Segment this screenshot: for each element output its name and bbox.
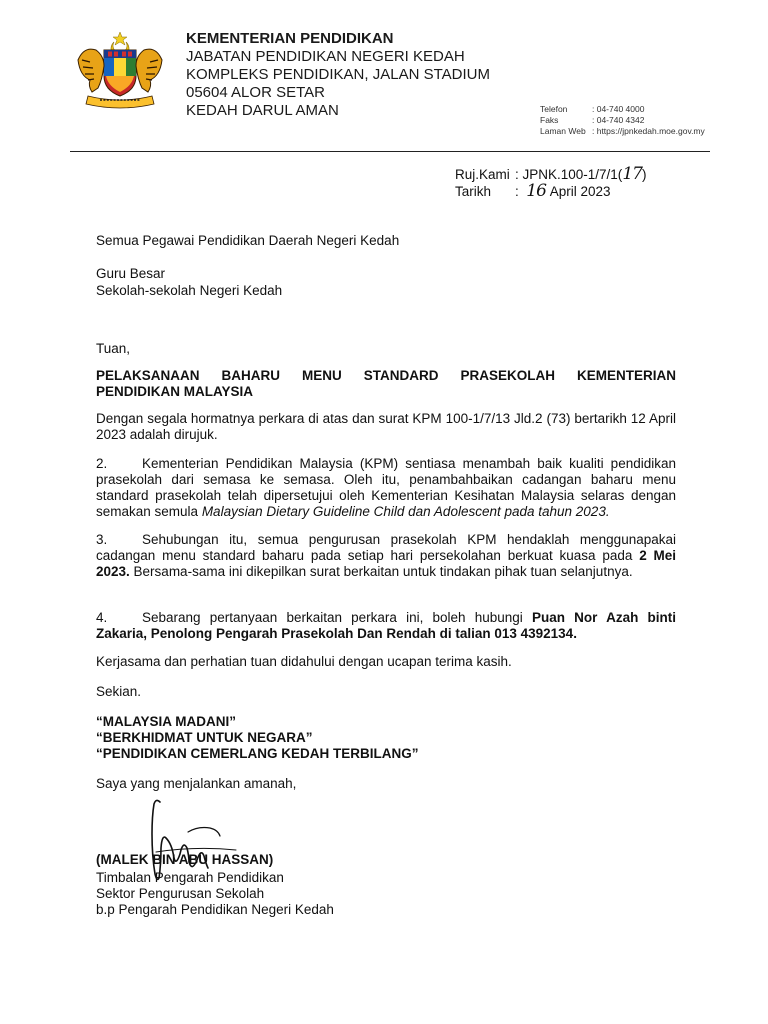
paragraph-2-number: 2. xyxy=(96,456,108,471)
ref-value: : JPNK.100-1/7/1( xyxy=(515,167,623,182)
contact-phone-label: Telefon xyxy=(540,104,568,114)
paragraph-4-text: Sebarang pertanyaan berkaitan perkara ini, boleh hubungi xyxy=(142,610,532,625)
contact-web-label: Laman Web xyxy=(540,126,586,136)
slogan-1: “MALAYSIA MADANI” xyxy=(96,714,237,729)
contact-fax-label: Faks xyxy=(540,115,559,125)
thanks-line: Kerjasama dan perhatian tuan didahului dengan ucapan terima kasih. xyxy=(96,654,512,669)
signatory-name: (MALEK BIN ABU HASSAN) xyxy=(96,852,274,867)
paragraph-4-contact: Puan Nor Azah binti Zakaria, Penolong Pengarah Prasekolah Dan Rendah di talian 013 4392134. xyxy=(96,610,676,641)
slogan-3: “PENDIDIKAN CEMERLANG KEDAH TERBILANG” xyxy=(96,746,419,761)
letterhead-address-1: KOMPLEKS PENDIDIKAN, JALAN STADIUM xyxy=(186,66,490,83)
paragraph-4-number: 4. xyxy=(96,610,108,625)
trust-line: Saya yang menjalankan amanah, xyxy=(96,776,297,791)
paragraph-2-italic: Malaysian Dietary Guideline Child dan Adolescent pada tahun 2023. xyxy=(201,504,610,519)
letterhead-address-3: KEDAH DARUL AMAN xyxy=(186,102,339,119)
contact-web-value: : https://jpnkedah.moe.gov.my xyxy=(592,126,705,136)
letterhead-address-2: 05604 ALOR SETAR xyxy=(186,84,325,101)
ref-label: Ruj.Kami xyxy=(455,167,510,182)
malaysia-coat-of-arms-icon xyxy=(70,30,170,112)
recipient-line-2: Guru Besar xyxy=(96,266,166,281)
recipient-line-1: Semua Pegawai Pendidikan Daerah Negeri Kedah xyxy=(96,233,400,248)
paragraph-4 xyxy=(96,610,676,642)
letterhead-ministry: KEMENTERIAN PENDIDIKAN xyxy=(186,30,394,47)
paragraph-3-number: 3. xyxy=(96,532,108,547)
paragraph-3 xyxy=(96,532,676,580)
subject-line-2: PENDIDIKAN MALAYSIA xyxy=(96,384,254,399)
letterhead-divider xyxy=(70,151,710,152)
ref-close: ) xyxy=(641,167,647,182)
ref-handwritten-number: 17 xyxy=(622,164,642,184)
contact-phone xyxy=(540,104,644,115)
paragraph-3-effective-date: 2 Mei 2023. xyxy=(96,548,677,579)
paragraph-3-text-b: Bersama-sama ini dikepilkan surat berkaitan untuk tindakan pihak tuan selanjutnya. xyxy=(129,564,633,579)
date-line xyxy=(455,183,610,200)
contact-fax xyxy=(540,115,644,126)
contact-web xyxy=(540,126,705,137)
paragraph-1: Dengan segala hormatnya perkara di atas dan surat KPM 100-1/7/13 Jld.2 (73) bertarikh 12 April 2023 adalah dirujuk. xyxy=(96,411,676,442)
contact-phone-value: : 04-740 4000 xyxy=(592,104,645,114)
paragraph-2-text: Kementerian Pendidikan Malaysia (KPM) sentiasa menambah baik kualiti pendidikan prasekolah dari semasa ke semasa. Oleh itu, penambahbaikan cadangan baharu menu standard prasekolah telah dipersetujui oleh Kementerian Kesihatan Malaysia selaras dengan semakan semula xyxy=(96,456,676,519)
recipient-line-3: Sekolah-sekolah Negeri Kedah xyxy=(96,283,283,298)
paragraph-3-text-a: Sehubungan itu, semua pengurusan prasekolah KPM hendaklah menggunapakai cadangan menu standard baharu pada setiap hari persekolahan berkuat kuasa pada xyxy=(96,532,676,563)
salutation: Tuan, xyxy=(96,341,131,356)
signatory-title-1: Timbalan Pengarah Pendidikan xyxy=(96,870,284,885)
slogan-2: “BERKHIDMAT UNTUK NEGARA” xyxy=(96,730,313,745)
paragraph-2 xyxy=(96,456,676,520)
subject-line-1: PELAKSANAAN BAHARU MENU STANDARD PRASEKOLAH KEMENTERIAN xyxy=(96,368,676,383)
date-separator: : xyxy=(515,184,519,199)
signatory-title-3: b.p Pengarah Pendidikan Negeri Kedah xyxy=(96,902,334,917)
contact-fax-value: : 04-740 4342 xyxy=(592,115,645,125)
letterhead-department: JABATAN PENDIDIKAN NEGERI KEDAH xyxy=(186,48,465,65)
reference-line xyxy=(455,166,646,183)
date-label: Tarikh xyxy=(455,184,492,199)
date-value: April 2023 xyxy=(549,184,611,199)
closing-line: Sekian. xyxy=(96,684,142,699)
date-handwritten-day: 16 xyxy=(526,181,546,201)
signatory-title-2: Sektor Pengurusan Sekolah xyxy=(96,886,265,901)
